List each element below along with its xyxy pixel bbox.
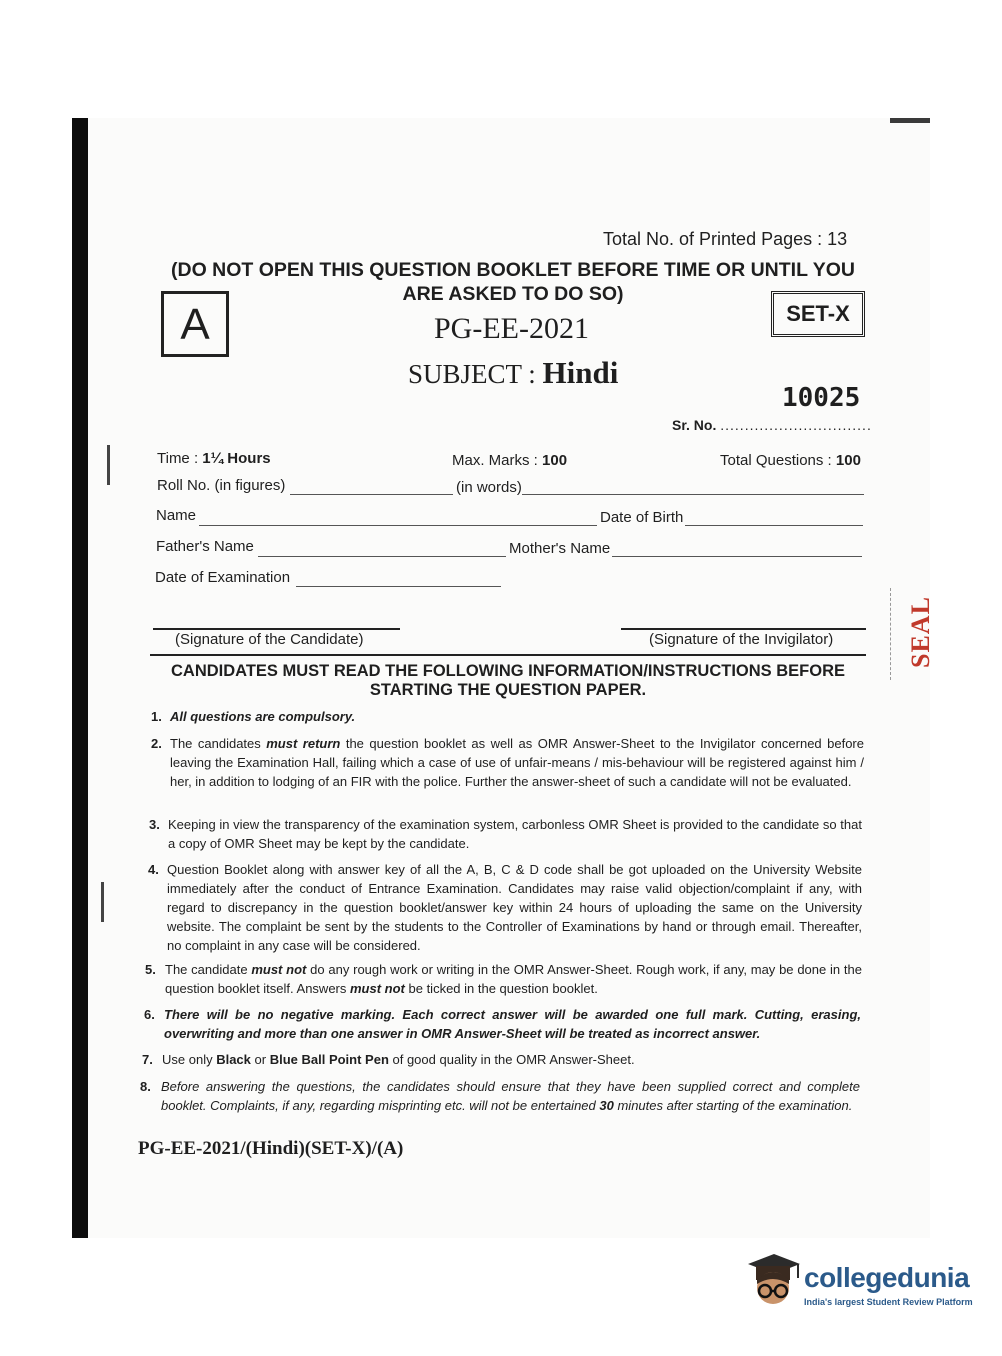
item-text: Keeping in view the transparency of the examination system, carbonless OMR Sheet is provided to the candidate so that a copy of OMR Sheet may be kept by the candidate. (168, 817, 862, 851)
heading-rule (150, 654, 866, 656)
dob-field[interactable] (685, 525, 863, 526)
scan-mark (890, 118, 930, 123)
name-field[interactable] (199, 525, 597, 526)
roll-words-label: (in words) (456, 479, 522, 496)
item-emphasis: must not (251, 962, 307, 977)
item-text: the question booklet as well as OMR Answer-Sheet to the Invigilator concerned before leaving the Examination Hall, failing which a case of use of unfair-means / mis-behaviour will be registered against him / her, in addition to lodging of an FIR with the police. Further the answer-sheet of such a candidate will not be evaluated. (170, 736, 864, 789)
instructions-heading: CANDIDATES MUST READ THE FOLLOWING INFORMATION/INSTRUCTIONS BEFORE STARTING THE QUESTION PAPER. (170, 662, 846, 699)
exam-title: PG-EE-2021 (434, 312, 589, 345)
item-number: 8. (140, 1079, 151, 1094)
item-text: Question Booklet along with answer key of all the A, B, C & D code shall be got uploaded on the University Website immediately after the conduct of Entrance Examination. Candidates may raise valid objection/complaint if any, with regard to discrepancy in the question booklet/answer key within 24 hours of uploading the same on the University website. The complaint be sent by the students to the Controller of Examinations by hand or through email. Thereafter, no complaint in any case will be considered. (167, 862, 862, 953)
roll-words-field[interactable] (522, 494, 864, 495)
total-questions (720, 452, 861, 469)
item-number: 5. (145, 962, 156, 977)
item-emphasis: Blue Ball Point Pen (269, 1052, 389, 1067)
dob-label: Date of Birth (600, 509, 684, 526)
serial-number: 10025 (782, 383, 861, 413)
sr-no-label: Sr. No. (672, 417, 717, 433)
booklet-code-box: A (161, 291, 229, 357)
exam-date-label: Date of Examination (155, 569, 291, 586)
scan-border (72, 118, 88, 1238)
mother-field[interactable] (612, 556, 862, 557)
instruction-item (142, 1050, 860, 1069)
name-label: Name (156, 507, 197, 524)
father-field[interactable] (258, 556, 506, 557)
instruction-item (144, 1005, 861, 1043)
printed-pages: Total No. of Printed Pages : 13 (603, 229, 848, 249)
sr-no (672, 417, 872, 433)
subject-label: SUBJECT : (408, 359, 543, 389)
roll-figures-field[interactable] (290, 494, 453, 495)
item-text: or (250, 1052, 270, 1067)
time (157, 450, 271, 467)
footer-code: PG-EE-2021/(Hindi)(SET-X)/(A) (138, 1138, 404, 1159)
candidate-signature-line[interactable] (153, 628, 400, 630)
exam-date-field[interactable] (296, 586, 501, 587)
instruction-item (149, 815, 862, 853)
item-number: 1. (151, 709, 162, 724)
subject-value: Hindi (542, 355, 619, 390)
item-text: do any rough work or writing in the OMR Answer-Sheet. Rough work, if any, may be done in the question booklet itself. Answers (165, 962, 862, 996)
item-emphasis: Black (216, 1052, 251, 1067)
item-text: The candidate (165, 962, 252, 977)
item-number: 6. (144, 1007, 155, 1022)
item-text: Before answering the questions, the candidates should ensure that they have been supplied correct and complete booklet. Complaints, if any, regarding misprinting etc. will not be entertained (161, 1079, 860, 1113)
item-number: 7. (142, 1052, 153, 1067)
instruction-item (145, 960, 862, 998)
item-emphasis: must not (350, 981, 405, 996)
candidate-signature-label: (Signature of the Candidate) (175, 631, 364, 648)
item-text: There will be no negative marking. Each correct answer will be awarded one full mark. Cutting, erasing, overwriting and more than one answer in OMR Answer-Sheet will be treated as incorrect answer. (164, 1007, 861, 1041)
item-number: 3. (149, 817, 160, 832)
instruction-item (151, 707, 864, 726)
margin-mark (107, 445, 110, 485)
item-text: minutes after starting of the examination. (613, 1098, 853, 1113)
total-questions-label: Total Questions : (720, 452, 836, 469)
item-text: Use only (162, 1052, 217, 1067)
seal-stamp: SEAL (906, 596, 935, 668)
instruction-item (140, 1077, 860, 1115)
collegedunia-logo-icon (744, 1250, 802, 1310)
item-text: The candidates (170, 736, 267, 751)
instruction-item (148, 860, 862, 955)
max-marks-label: Max. Marks : (452, 452, 543, 469)
margin-mark (101, 882, 104, 922)
mother-label: Mother's Name (509, 540, 611, 557)
max-marks (452, 452, 567, 469)
item-emphasis: 30 (599, 1098, 614, 1113)
instruction-item (151, 734, 864, 791)
invigilator-signature-line[interactable] (621, 628, 866, 630)
time-label: Time : (157, 450, 203, 467)
item-text: be ticked in the question booklet. (404, 981, 598, 996)
roll-figures-label: Roll No. (in figures) (157, 477, 286, 494)
total-questions-value: 100 (835, 452, 861, 469)
father-label: Father's Name (156, 538, 254, 555)
item-number: 2. (151, 736, 162, 751)
brand-name: collegedunia (804, 1262, 970, 1293)
sr-no-dots: ............................... (720, 417, 872, 433)
item-text: of good quality in the OMR Answer-Sheet. (388, 1052, 635, 1067)
item-number: 4. (148, 862, 159, 877)
set-box: SET-X (771, 291, 865, 337)
time-value: 1¼ Hours (202, 450, 271, 467)
warning-text: (DO NOT OPEN THIS QUESTION BOOKLET BEFORE TIME OR UNTIL YOU ARE ASKED TO DO SO) (171, 259, 855, 305)
brand-tagline: India's largest Student Review Platform (804, 1297, 973, 1307)
item-emphasis: must return (266, 736, 341, 751)
invigilator-signature-label: (Signature of the Invigilator) (649, 631, 834, 648)
item-text: All questions are compulsory. (170, 709, 356, 724)
subject (408, 355, 618, 391)
max-marks-value: 100 (542, 452, 568, 469)
